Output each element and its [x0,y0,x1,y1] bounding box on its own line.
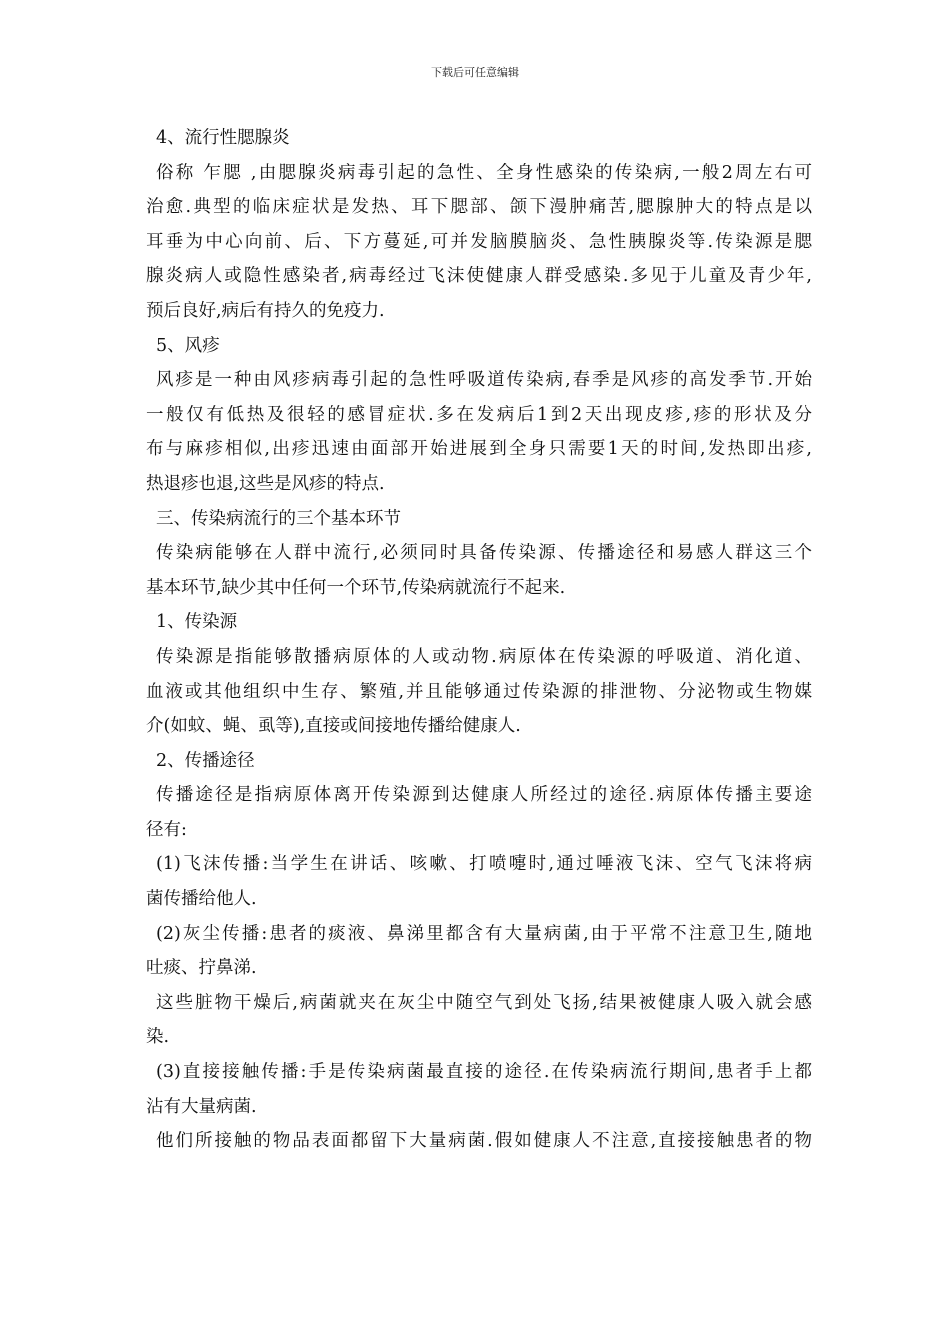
text-line: 沾有大量病菌. [146,1096,257,1117]
text-line: 腺炎病人或隐性感染者,病毒经过飞沫使健康人群受感染.多见于儿童及青少年, [146,266,812,287]
page-header: 下载后可任意编辑 [431,66,519,79]
text-line: 2、传播途径 [156,750,255,771]
text-line: 介(如蚊、蝇、虱等),直接或间接地传播给健康人. [146,716,521,737]
text-line: 耳垂为中心向前、后、下方蔓延,可并发脑膜脑炎、急性胰腺炎等.传染源是腮 [146,231,812,252]
text-line: 他们所接触的物品表面都留下大量病菌.假如健康人不注意,直接接触患者的物 [156,1131,812,1152]
text-line: 传染病能够在人群中流行,必须同时具备传染源、传播途径和易感人群这三个 [156,543,812,564]
text-line: 4、流行性腮腺炎 [156,128,290,148]
text-line: 一般仅有低热及很轻的感冒症状.多在发病后1到2天出现皮疹,疹的形状及分 [146,404,812,425]
text-line: 三、传染病流行的三个基本环节 [156,508,401,529]
text-line: 1、传染源 [156,612,238,633]
text-line: 径有: [146,819,187,840]
text-line: 这些脏物干燥后,病菌就夹在灰尘中随空气到处飞扬,结果被健康人吸入就会感 [156,992,812,1013]
text-line: 预后良好,病后有持久的免疫力. [146,300,385,321]
document-body [146,121,812,1159]
text-line: 风疹是一种由风疹病毒引起的急性呼吸道传染病,春季是风疹的高发季节.开始 [156,370,812,391]
text-line: 菌传播给他人. [146,889,257,910]
text-line: (2)灰尘传播:患者的痰液、鼻涕里都含有大量病菌,由于平常不注意卫生,随地 [156,923,812,944]
text-line: 布与麻疹相似,出疹迅速由面部开始进展到全身只需要1天的时间,发热即出疹, [146,439,812,460]
text-line: 治愈.典型的临床症状是发热、耳下腮部、颌下漫肿痛苦,腮腺肿大的特点是以 [146,197,812,218]
text-line: 5、风疹 [156,335,220,356]
text-line: (1)飞沫传播:当学生在讲话、咳嗽、打喷嚏时,通过唾液飞沫、空气飞沫将病 [156,854,812,875]
text-line: 热退疹也退,这些是风疹的特点. [146,473,385,494]
text-line: 染. [146,1027,170,1048]
text-line: 俗称 乍腮 ,由腮腺炎病毒引起的急性、全身性感染的传染病,一般2周左右可 [156,162,812,183]
text-line: 吐痰、拧鼻涕. [146,958,257,979]
text-line: (3)直接接触传播:手是传染病菌最直接的途径.在传染病流行期间,患者手上都 [156,1062,812,1083]
text-line: 传染源是指能够散播病原体的人或动物.病原体在传染源的呼吸道、消化道、 [156,646,812,667]
text-line: 血液或其他组织中生存、繁殖,并且能够通过传染源的排泄物、分泌物或生物媒 [146,681,812,702]
text-line: 基本环节,缺少其中任何一个环节,传染病就流行不起来. [146,577,566,598]
text-line: 传播途径是指病原体离开传染源到达健康人所经过的途径.病原体传播主要途 [156,785,812,806]
